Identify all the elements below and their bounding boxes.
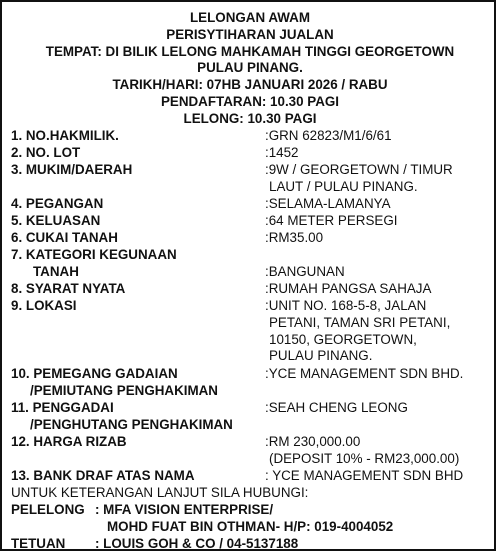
detail-value-line: PULAU PINANG.: [269, 348, 373, 364]
contact-intro: UNTUK KETERANGAN LANJUT SILA HUBUNGI:: [11, 485, 309, 500]
detail-label-line: 11. PENGGADAI: [11, 400, 114, 415]
solicitor-label: TETUAN: [11, 536, 66, 551]
detail-value: : YCE MANAGEMENT SDN BHD: [265, 468, 464, 483]
detail-label: 3. MUKIM/DAERAH: [11, 162, 133, 177]
detail-value: :64 METER PERSEGI: [265, 213, 398, 228]
detail-value-line: LAUT / PULAU PINANG.: [269, 178, 418, 194]
registration-line: PENDAFTARAN: 10.30 PAGI: [160, 93, 340, 109]
detail-label: [11, 366, 218, 398]
detail-value: :SELAMA-LAMANYA: [265, 196, 391, 211]
auctioneer-value: : MFA VISION ENTERPRISE/: [95, 502, 274, 517]
detail-label-line: TANAH: [33, 263, 79, 279]
solicitor-value: : LOUIS GOH & CO / 04-5137188: [95, 536, 299, 551]
auctioneer-label: PELELONG: [11, 502, 85, 517]
detail-label: 5. KELUASAN: [11, 213, 101, 228]
detail-value: :1452: [265, 145, 299, 160]
detail-label-line: 10. PEMEGANG GADAIAN: [11, 366, 178, 381]
date-line: TARIKH/HARI: 07HB JANUARI 2026 / RABU: [112, 77, 388, 93]
detail-label-line: /PEMIUTANG PENGHAKIMAN: [30, 382, 218, 398]
detail-value: :YCE MANAGEMENT SDN BHD.: [265, 366, 464, 381]
detail-value-line: PETANI, TAMAN SRI PETANI,: [269, 314, 451, 330]
detail-value: :GRN 62823/M1/6/61: [265, 128, 392, 143]
detail-value-line: :9W / GEORGETOWN / TIMUR: [265, 162, 453, 177]
detail-value-line: :RM 230,000.00: [265, 434, 361, 449]
notice-header: [2, 10, 496, 128]
detail-value-line: 10150, GEORGETOWN,: [269, 331, 417, 347]
detail-value: :SEAH CHENG LEONG: [265, 400, 408, 415]
detail-label: 9. LOKASI: [11, 298, 77, 313]
detail-label-line: /PENGHUTANG PENGHAKIMAN: [30, 416, 233, 432]
contact-section: [11, 485, 491, 551]
detail-label: 1. NO.HAKMILIK.: [11, 128, 119, 143]
notice-title: LELONGAN AWAM: [189, 10, 310, 25]
detail-value: :RUMAH PANGSA SAHAJA: [265, 281, 432, 296]
detail-label: [11, 400, 233, 432]
detail-label: [11, 247, 177, 279]
detail-label: 8. SYARAT NYATA: [11, 281, 126, 296]
detail-label-line: 7. KATEGORI KEGUNAAN: [11, 247, 177, 262]
detail-label: 6. CUKAI TANAH: [11, 230, 118, 245]
detail-value: [265, 298, 451, 364]
detail-value-line: (DEPOSIT 10% - RM23,000.00): [269, 450, 460, 466]
detail-value: [265, 162, 453, 194]
venue-line-cont: PULAU PINANG.: [197, 60, 303, 76]
detail-value: [265, 434, 460, 466]
detail-value: :BANGUNAN: [265, 263, 345, 279]
auctioneer-contact: MOHD FUAT BIN OTHMAN- H/P: 019-4004052: [107, 519, 394, 534]
venue-line: TEMPAT: DI BILIK LELONG MAHKAMAH TINGGI GEORGETOWN: [45, 43, 455, 59]
detail-value-line: :UNIT NO. 168-5-8, JALAN: [265, 298, 427, 313]
detail-label: 13. BANK DRAF ATAS NAMA: [11, 468, 195, 483]
detail-value: :RM35.00: [265, 230, 324, 245]
detail-label: 4. PEGANGAN: [11, 196, 104, 211]
notice-subtitle: PERISYTIHARAN JUALAN: [166, 26, 334, 42]
detail-label: 2. NO. LOT: [11, 145, 81, 160]
detail-label: 12. HARGA RIZAB: [11, 434, 127, 449]
auction-time-line: LELONG: 10.30 PAGI: [183, 110, 317, 126]
